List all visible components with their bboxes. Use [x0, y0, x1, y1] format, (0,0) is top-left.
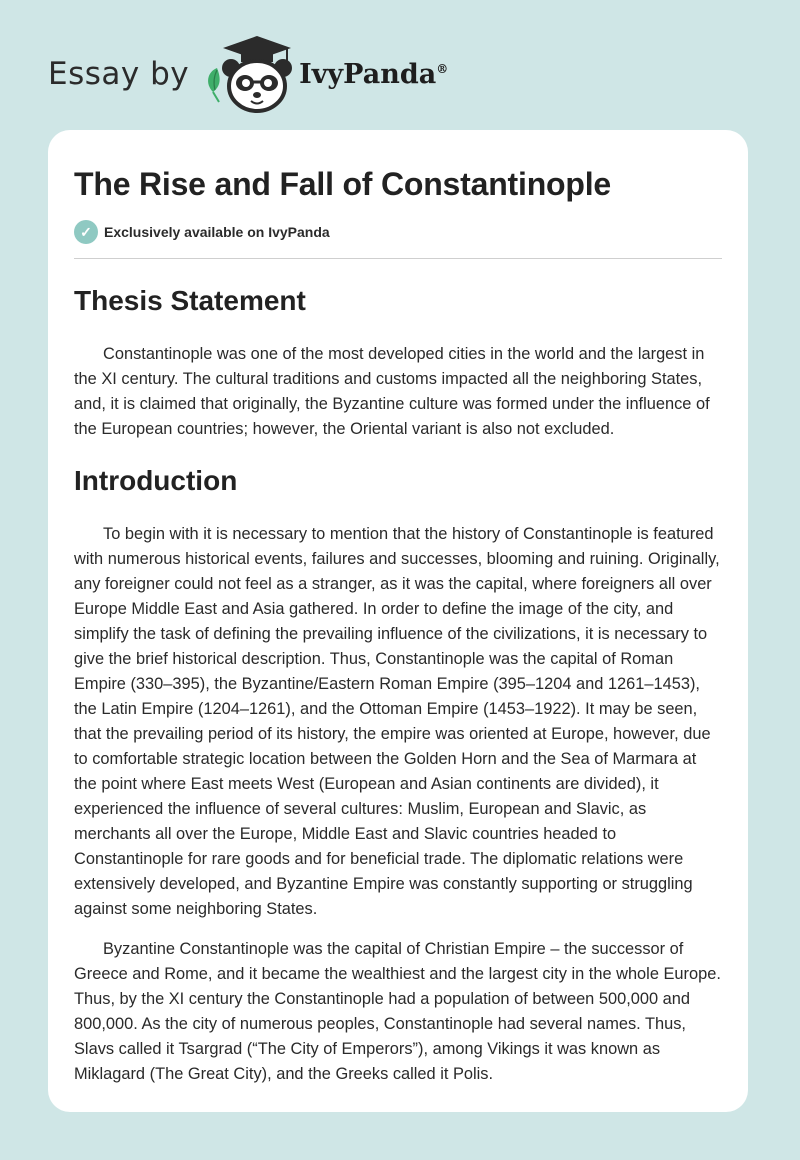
leaf-icon	[208, 68, 220, 102]
section-heading-introduction: Introduction	[74, 465, 238, 496]
section-heading-thesis: Thesis Statement	[74, 285, 306, 316]
essay-card	[48, 130, 748, 1112]
check-circle-icon: ✓	[74, 220, 98, 244]
essay-by-label: Essay by	[48, 56, 190, 92]
panda-logo-icon[interactable]	[201, 34, 301, 114]
exclusive-label: Exclusively available on IvyPanda	[104, 224, 330, 240]
thesis-paragraph: Constantinople was one of the most developed cities in the world and the largest in the XI century. The cultural traditions and customs impacted all the neighboring States, and, it is claimed that originally, the Byzantine culture was formed under the influence of the European countries; however, the Oriental variant is also not excluded.	[74, 345, 710, 438]
exclusive-badge	[74, 220, 722, 244]
introduction-paragraph-2: Byzantine Constantinople was the capital of Christian Empire – the successor of Greece and Rome, and it became the wealthiest and the largest city in the whole Europe. Thus, by the XI century the Constantinople had a population of between 500,000 and 800,000. As the city of numerous peoples, Constantinople had several names. Thus, Slavs called it Tsargrad (“The City of Emperors”), among Vikings it was known as Miklagard (The Great City), and the Greeks called it Polis.	[74, 940, 721, 1083]
introduction-paragraph-1: To begin with it is necessary to mention that the history of Constantinople is featured with numerous historical events, failures and successes, blooming and ruining. Originally, any foreigner could not feel as a stranger, as it was the capital, where foreigners all over Europe Middle East and Asia gathered. In order to define the image of the city, and simplify the task of defining the prevailing influence of the civilizations, it is necessary to give the brief historical description. Thus, Constantinople was the capital of Roman Empire (330–395), the Byzantine/Eastern Roman Empire (395–1204 and 1261–1453), the Latin Empire (1204–1261), and the Ottoman Empire (1453–1922). It may be seen, that the prevailing period of its history, the empire was oriented at Europe, however, due to comfortable strategic location between the Golden Horn and the Sea of Marmara at the point where East meets West (European and Asian continents are divided), it experienced the influence of several cultures: Muslim, European and Slavic, as merchants all over the Europe, Middle East and Slavic countries headed to Constantinople for rare goods and for beneficial trade. The diplomatic relations were extensively developed, and Byzantine Empire was constantly supporting or struggling against some neighboring States.	[74, 525, 720, 918]
brand-name[interactable]: IvyPanda®	[299, 58, 449, 90]
page-title: The Rise and Fall of Constantinople	[74, 166, 612, 202]
registered-mark: ®	[436, 61, 449, 76]
divider	[74, 258, 722, 259]
site-header	[48, 34, 548, 114]
